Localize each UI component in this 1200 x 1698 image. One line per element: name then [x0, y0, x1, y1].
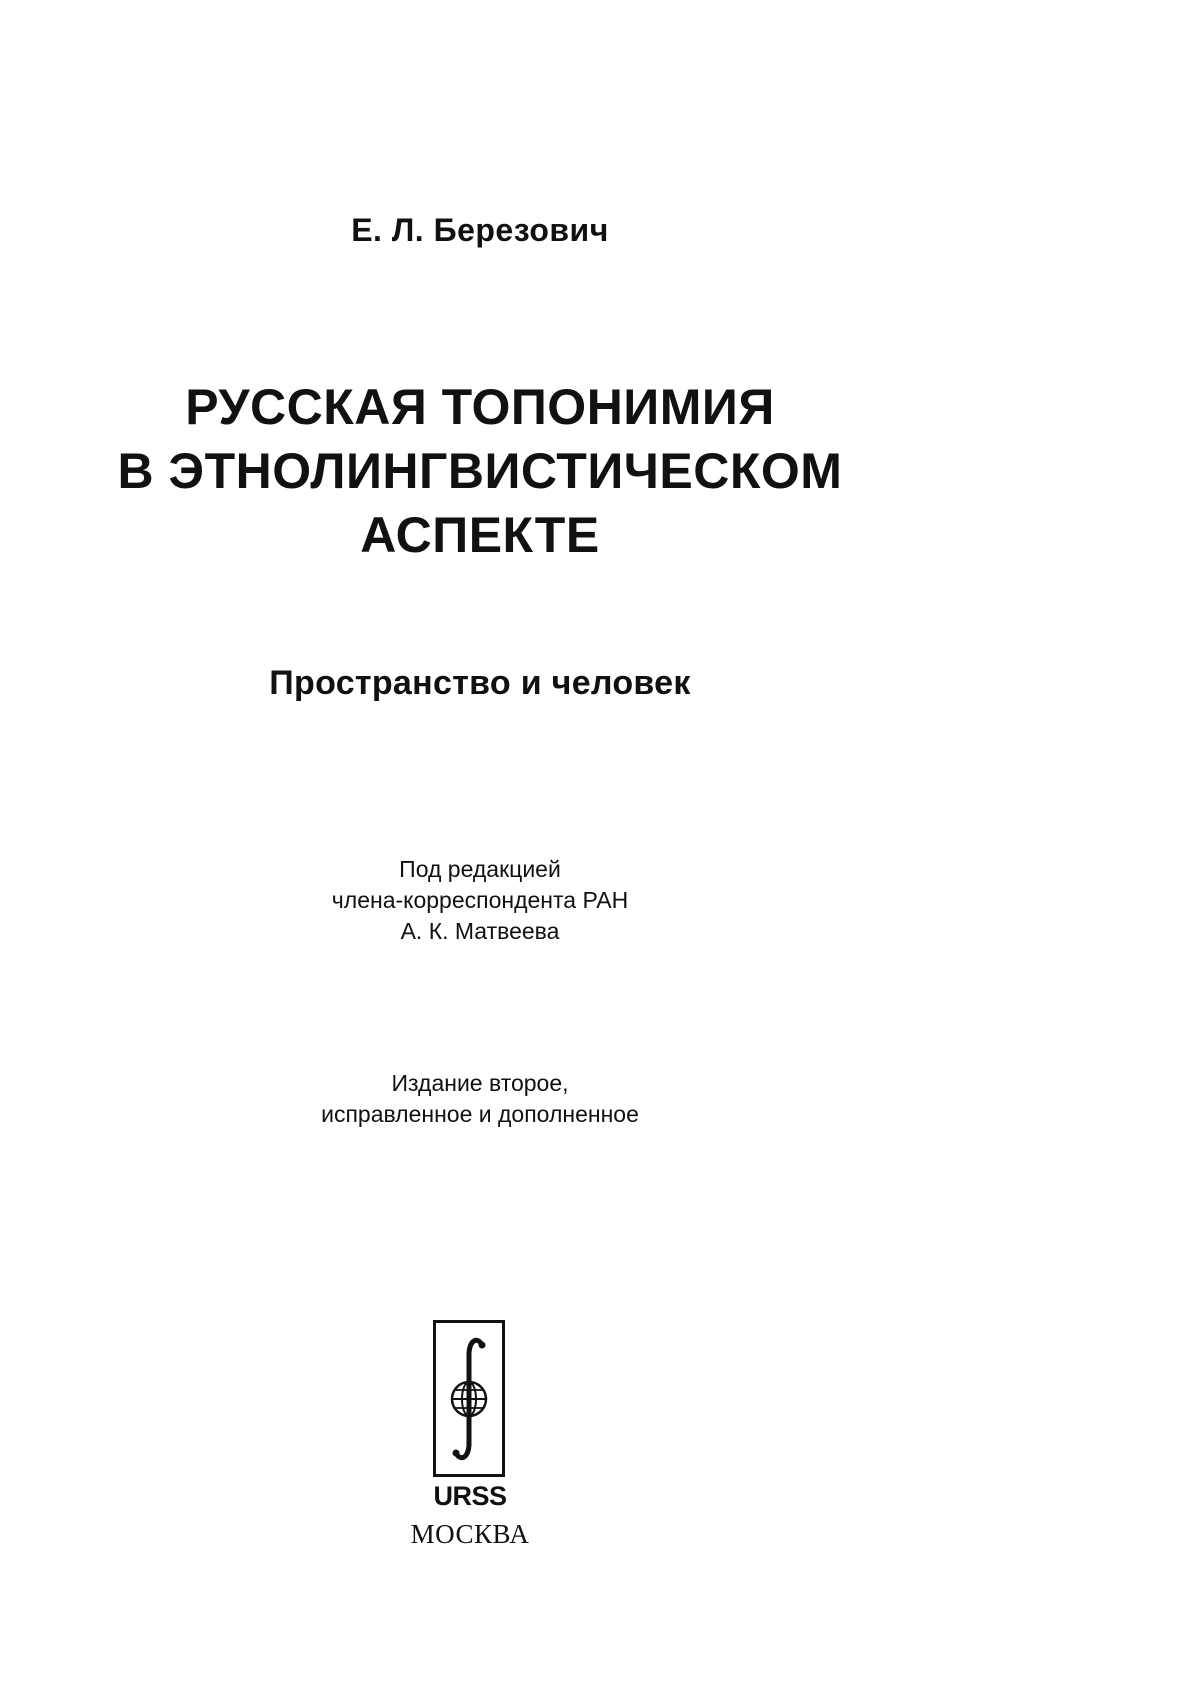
book-title: [0, 375, 960, 567]
book-subtitle: Пространство и человек: [269, 664, 691, 702]
edition-note-line: Издание второе,: [391, 1070, 569, 1096]
publisher-logo-graphic: [436, 1323, 502, 1474]
edition-note-line: исправленное и дополненное: [321, 1101, 639, 1127]
book-title-line: АСПЕКТЕ: [360, 507, 600, 563]
edition-note: [0, 1068, 960, 1130]
publisher-logo-text: URSS: [433, 1481, 507, 1511]
author-name: Е. Л. Березович: [351, 212, 609, 248]
urss-integral-globe-icon: [433, 1320, 505, 1477]
book-title-line: РУССКАЯ ТОПОНИМИЯ: [185, 379, 775, 435]
book-title-line: В ЭТНОЛИНГВИСТИЧЕСКОМ: [117, 443, 843, 499]
publisher-city: МОСКВА: [410, 1519, 530, 1549]
editor-credit: [0, 854, 960, 947]
editor-credit-line: Под редакцией: [399, 856, 561, 882]
editor-credit-line: А. К. Матвеева: [400, 918, 560, 944]
editor-credit-line: члена-корреспондента РАН: [331, 887, 629, 913]
